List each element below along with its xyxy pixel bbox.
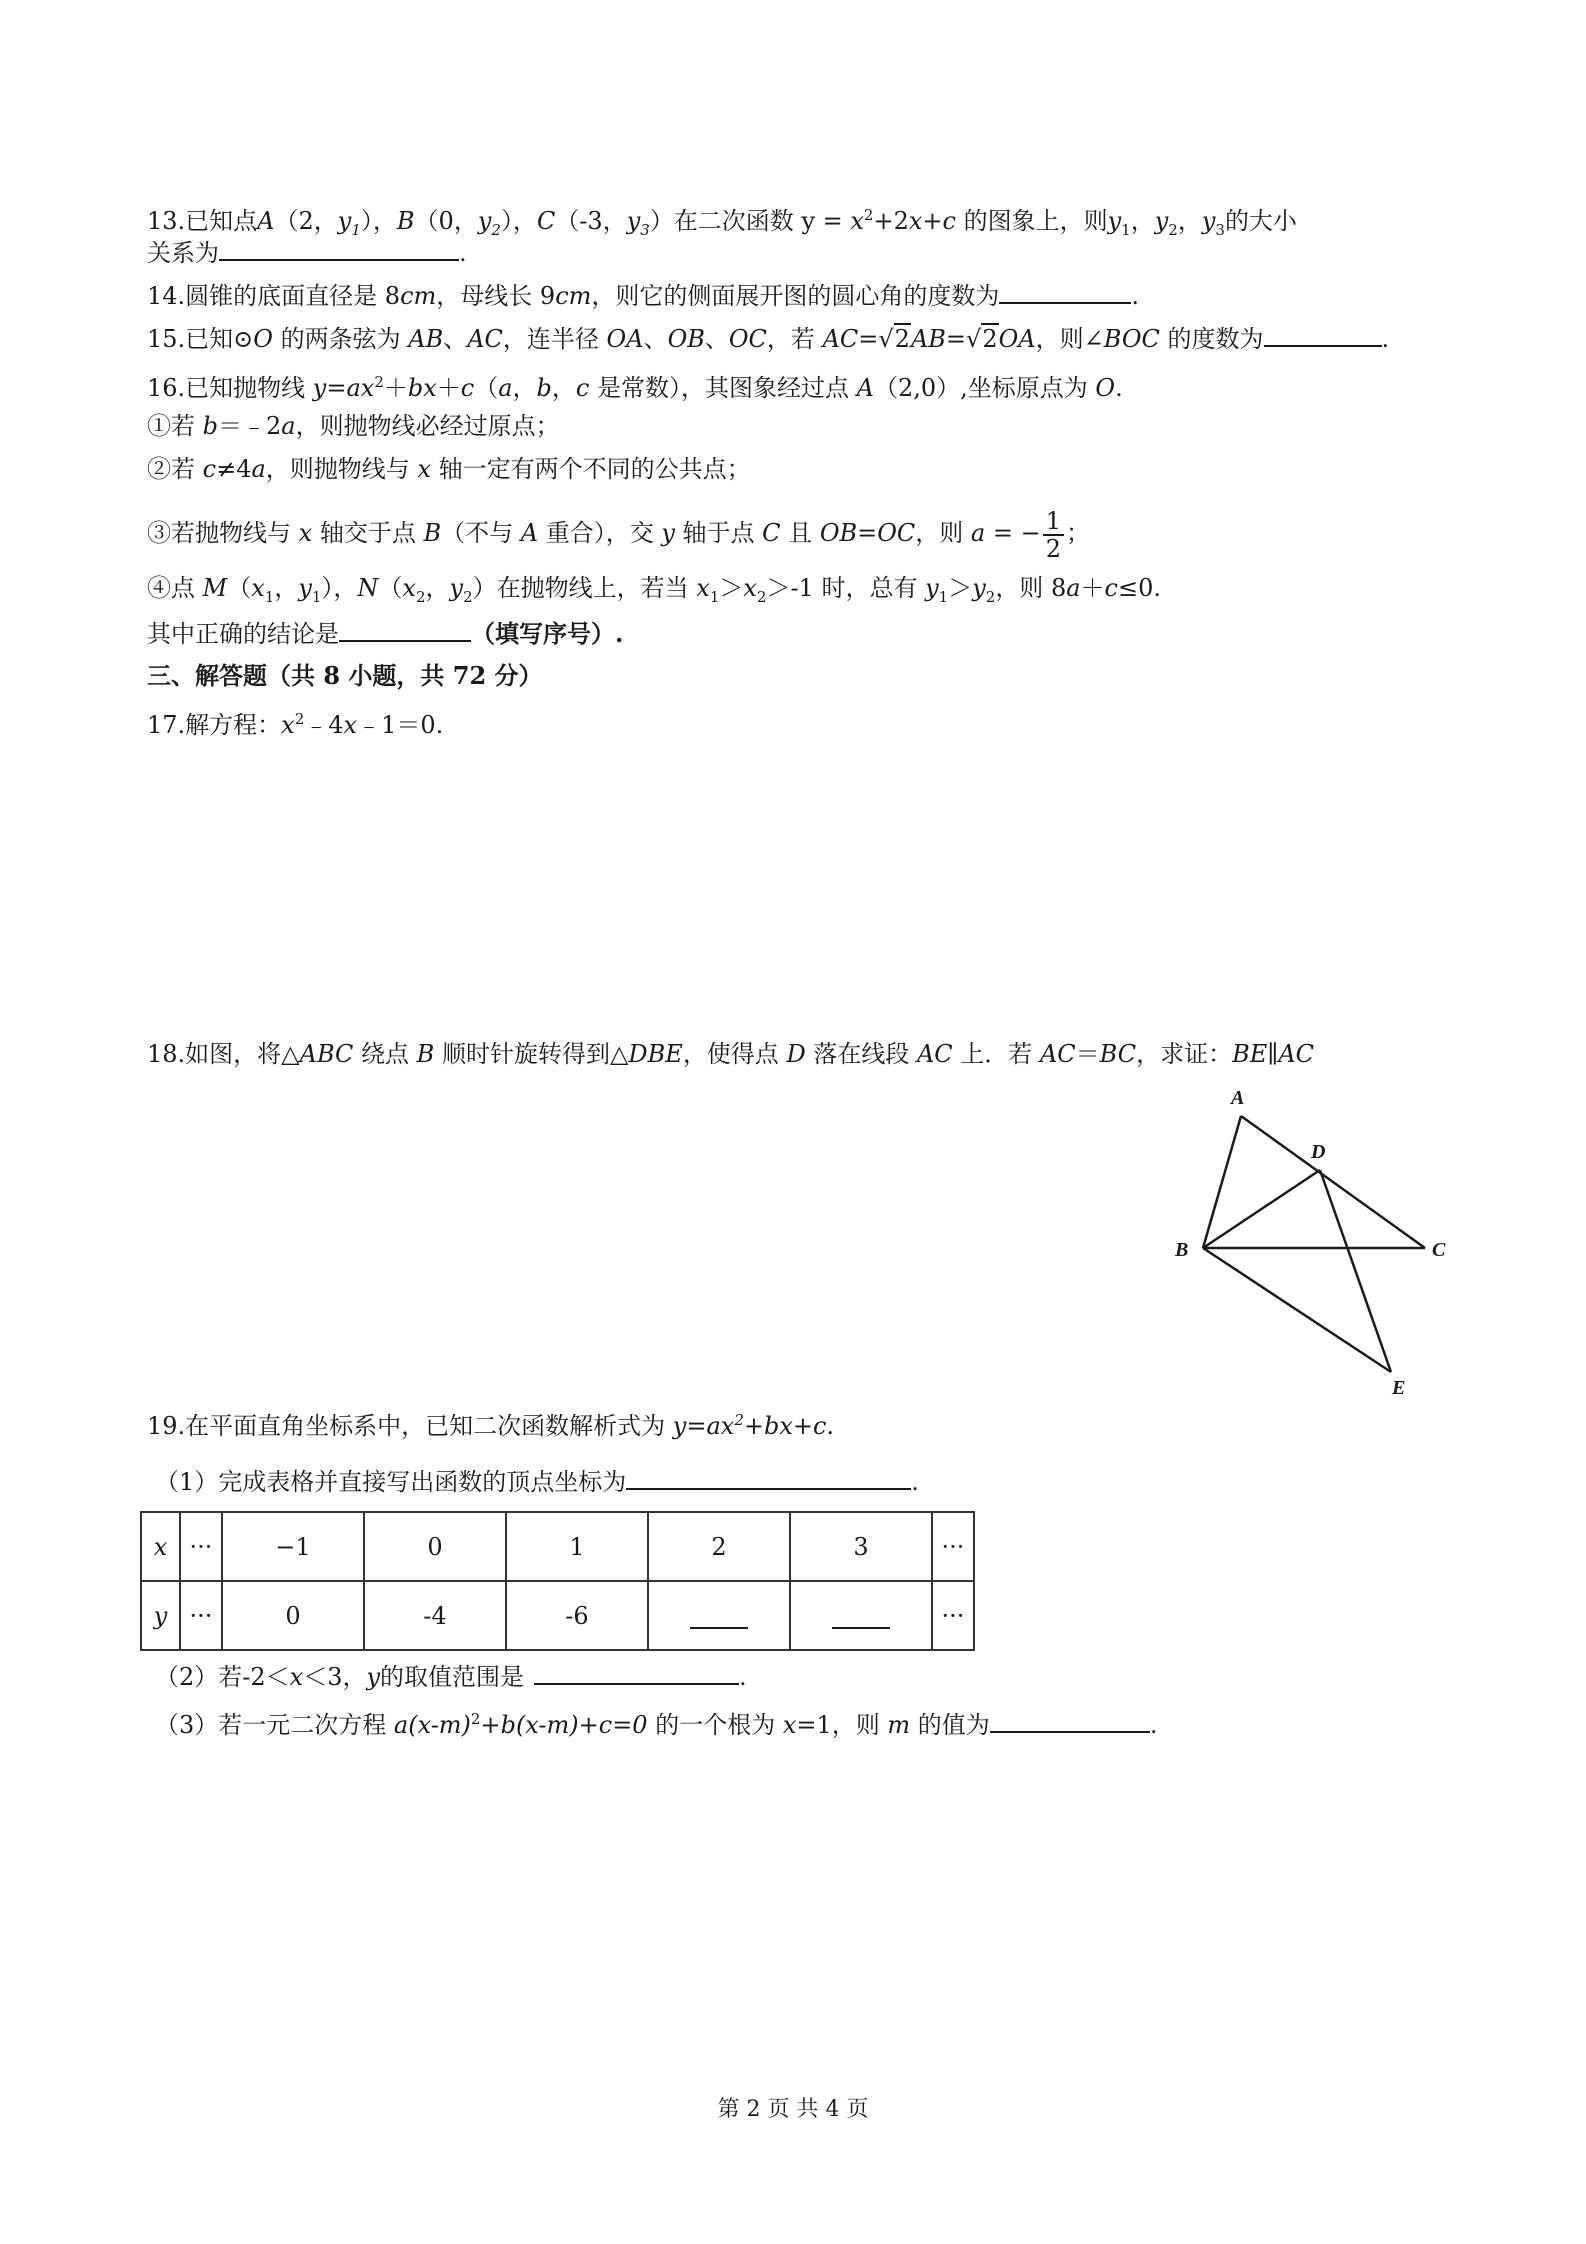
triangle-figure [1160, 1080, 1460, 1400]
text: 18.如图，将△ [147, 1040, 300, 1068]
text: 2 [863, 206, 874, 224]
text: y [449, 574, 464, 602]
text: ≠4 [216, 455, 252, 483]
text: D [786, 1040, 806, 1068]
text: y [298, 574, 312, 602]
table-cell: ··· [180, 1512, 222, 1581]
table-cell: ··· [932, 1512, 974, 1581]
text: y [972, 574, 986, 602]
text: x [289, 1663, 304, 1691]
label-b: B [1175, 1239, 1189, 1261]
text: +bx+c [743, 1412, 827, 1440]
text: b [536, 374, 552, 402]
text: 落在线段 [805, 1040, 917, 1068]
text: 3 [1215, 220, 1225, 239]
text: . [1149, 1711, 1158, 1739]
text: B [416, 1040, 435, 1068]
q19-part2 [155, 1660, 747, 1694]
text: ④点 [147, 574, 203, 602]
text: 1 [1121, 220, 1131, 239]
text: 的一个根为 [647, 1711, 783, 1739]
text: ，则它的侧面展开图的圆心角的度数为 [591, 282, 1000, 310]
text: 的值为 [910, 1711, 990, 1739]
text: a [498, 374, 513, 402]
text: ＞ [948, 574, 973, 602]
text: 、 [704, 325, 729, 353]
text: c [202, 455, 217, 483]
text: ； [1066, 519, 1090, 547]
q16-option-2 [147, 452, 751, 486]
text: OC [728, 325, 767, 353]
q14-line [147, 279, 1139, 313]
text: BC [1099, 1040, 1137, 1068]
text: ）， [321, 574, 358, 602]
q16-option-4 [147, 571, 1161, 614]
text: ）在抛物线上，若当 [472, 574, 697, 602]
text: 顺时针旋转得到△ [434, 1040, 629, 1068]
text: ，则抛物线与 [265, 455, 418, 483]
text: 1 [264, 587, 275, 606]
text: ，母线长 9 [436, 282, 556, 310]
text: 2 [756, 587, 767, 606]
table-cell: −1 [222, 1512, 364, 1581]
text: =√ [945, 325, 982, 353]
text: （不与 [441, 519, 521, 547]
text: 1 [709, 587, 720, 606]
text: ＜3， [303, 1663, 367, 1691]
text: ③若抛物线与 [147, 519, 299, 547]
text: ， [1130, 207, 1155, 235]
text: ＞-1 时，总有 [766, 574, 926, 602]
text: x [298, 519, 313, 547]
fraction [1043, 508, 1064, 562]
text: ＋ [1080, 574, 1105, 602]
text: c [942, 207, 956, 235]
table-cell: y [141, 1581, 180, 1650]
text: x [743, 574, 757, 602]
text: x [908, 207, 923, 235]
text: ， [1177, 207, 1202, 235]
text: y [312, 374, 327, 402]
text: 轴一定有两个不同的公共点； [430, 455, 751, 483]
label-c: C [1432, 1239, 1446, 1261]
text: ①若 [147, 412, 203, 440]
text: 上．若 [952, 1040, 1040, 1068]
text: +2 [873, 207, 909, 235]
text: y [925, 574, 939, 602]
table-cell: ··· [932, 1581, 974, 1650]
text: 13.已知点 [147, 207, 258, 235]
text: 2 [985, 587, 996, 606]
text: ，求证： [1136, 1040, 1233, 1068]
table-cell [648, 1581, 790, 1650]
text: x [850, 207, 864, 235]
text: . [911, 1468, 919, 1496]
text: y [366, 1663, 381, 1691]
text: x [343, 711, 358, 739]
text: （1）完成表格并直接写出函数的顶点坐标为 [155, 1468, 627, 1496]
text: 轴交于点 [312, 519, 424, 547]
text: a [281, 412, 296, 440]
text: ﹣4 [304, 711, 344, 739]
text: AB [408, 325, 444, 353]
text: （ [227, 574, 252, 602]
text: 14.圆锥的底面直径是 8 [147, 282, 401, 310]
text: （ [474, 374, 499, 402]
text: N [357, 574, 379, 602]
text: ，则 8 [995, 574, 1067, 602]
text: C [536, 207, 556, 235]
text: ，连半径 [502, 325, 607, 353]
text: 2 [734, 1411, 744, 1429]
text: 关系为 [147, 239, 219, 267]
text: 2 [1168, 220, 1178, 239]
text: . [826, 1412, 835, 1440]
table-cell: 0 [222, 1581, 364, 1650]
label-e: E [1392, 1377, 1406, 1399]
text: 是常数），其图象经过点 [589, 374, 857, 402]
table-row-x [141, 1512, 974, 1581]
text: AC [467, 325, 503, 353]
text: （填写序号）. [471, 619, 624, 648]
answer-blank [999, 280, 1131, 304]
table-cell: 2 [648, 1512, 790, 1581]
table-cell: x [141, 1512, 180, 1581]
segment-de [1320, 1170, 1391, 1372]
text: . [739, 1663, 747, 1691]
text: 重合），交 [538, 519, 662, 547]
text: 且 [780, 519, 820, 547]
text: ＋ [383, 374, 408, 402]
text: AB [910, 325, 946, 353]
q16-option-1 [147, 409, 560, 443]
text: 1 [938, 587, 949, 606]
segment-ab [1203, 1116, 1241, 1248]
text: y [1107, 207, 1122, 235]
text: = [326, 374, 347, 402]
text: （-3， [555, 207, 627, 235]
text: 的度数为 [1159, 325, 1264, 353]
text: y [626, 207, 641, 235]
text: +b(x-m)+c=0 [480, 1711, 648, 1739]
text: OC [877, 519, 916, 547]
q16-option-3 [147, 503, 1090, 563]
answer-blank [990, 1709, 1150, 1733]
text: （2,0）,坐标原点为 [873, 374, 1096, 402]
text: . [1381, 325, 1390, 353]
answer-blank [219, 237, 459, 261]
label-d: D [1311, 1141, 1326, 1163]
text: 1 [1043, 508, 1064, 536]
answer-blank [534, 1661, 739, 1685]
text: M [202, 574, 228, 602]
text: （2， [274, 207, 338, 235]
page-footer: 第 2 页 共 4 页 [717, 2097, 869, 2122]
text: ）在二次函数 y = [649, 207, 851, 235]
text: ＝ [1075, 1040, 1100, 1068]
q16-stem [147, 365, 1123, 405]
table-cell [790, 1581, 932, 1650]
text: 2 [415, 587, 426, 606]
text: 1 [351, 220, 361, 239]
text: y [1201, 207, 1216, 235]
text: y [477, 207, 492, 235]
text: AC [822, 325, 859, 353]
text: 绕点 [353, 1040, 417, 1068]
text: 17.解方程： [147, 711, 282, 739]
text: BOC [1103, 325, 1160, 353]
text: ，则 [915, 519, 971, 547]
text: DBE [628, 1040, 683, 1068]
label-a: A [1231, 1087, 1245, 1109]
text: c [575, 374, 590, 402]
text: ＞ [719, 574, 744, 602]
text: c [1104, 574, 1118, 602]
answer-blank [626, 1466, 911, 1490]
text: c [460, 374, 475, 402]
text: x [782, 1711, 797, 1739]
text: OA [606, 325, 644, 353]
text: . [1115, 374, 1123, 402]
text: ∥ [1267, 1040, 1279, 1068]
text: 的图象上，则 [955, 207, 1108, 235]
text: 2 [294, 710, 305, 728]
text: x [696, 574, 710, 602]
text: ＋ [436, 374, 461, 402]
text: ， [512, 374, 537, 402]
table-cell: 3 [790, 1512, 932, 1581]
text: x [251, 574, 265, 602]
text: 2 [374, 373, 384, 391]
answer-blank [339, 618, 471, 642]
q18-line [147, 1037, 1314, 1071]
table-cell: ··· [180, 1581, 222, 1650]
text: =1，则 [796, 1711, 888, 1739]
text: O [253, 325, 273, 353]
segment-be [1203, 1248, 1391, 1372]
table-cell: 1 [506, 1512, 648, 1581]
text: 轴于点 [674, 519, 763, 547]
text: 19.在平面直角坐标系中，已知二次函数解析式为 [147, 1412, 673, 1440]
text: 1 [311, 587, 322, 606]
text: （0， [414, 207, 478, 235]
text: ， [551, 374, 576, 402]
answer-blank [1264, 323, 1382, 347]
text: a [1066, 574, 1081, 602]
text: 2 [463, 587, 473, 606]
segment-ac [1241, 1116, 1425, 1248]
text: ， [274, 574, 299, 602]
text: OB [819, 519, 858, 547]
text: a(x-m) [393, 1711, 471, 1739]
text: 16.已知抛物线 [147, 374, 313, 402]
text: ，使得点 [682, 1040, 787, 1068]
text: y [1154, 207, 1169, 235]
text: cm [400, 282, 437, 310]
text: 2 [1045, 534, 1061, 563]
q19-part3 [155, 1702, 1157, 1742]
text: + [922, 207, 943, 235]
value-table [140, 1511, 975, 1651]
text: 的两条弦为 [272, 325, 409, 353]
text: 、 [443, 325, 468, 353]
text: m [887, 1711, 911, 1739]
q19-part1 [155, 1465, 919, 1499]
text: y [337, 207, 352, 235]
q19-stem [147, 1403, 834, 1443]
text: x [417, 455, 431, 483]
text: （2）若-2＜ [155, 1663, 290, 1691]
text: a [251, 455, 266, 483]
q13-line2 [147, 236, 467, 270]
text: BE [1232, 1040, 1268, 1068]
q16-conclusion [147, 617, 623, 651]
text: OA [998, 325, 1036, 353]
text: （3）若一元二次方程 [155, 1711, 394, 1739]
text: bx [407, 374, 437, 402]
text: 2 [982, 325, 998, 353]
text: 的大小 [1224, 207, 1297, 235]
text: 的取值范围是 [380, 1663, 525, 1691]
text: ②若 [147, 455, 203, 483]
q15-line [147, 322, 1389, 356]
text: A [856, 374, 874, 402]
table-row-y [141, 1581, 974, 1650]
text: ， [425, 574, 450, 602]
text: AC [1278, 1040, 1315, 1068]
text: B [396, 207, 415, 235]
text: 、 [643, 325, 668, 353]
text: （ [378, 574, 403, 602]
text: ）， [360, 207, 397, 235]
text: 15.已知⊙ [147, 325, 254, 353]
answer-blank [690, 1597, 748, 1629]
text: a [970, 519, 986, 547]
text: . [1131, 282, 1140, 310]
text: ﹣1＝0. [357, 711, 444, 739]
table-cell: -4 [364, 1581, 506, 1650]
text: O [1095, 374, 1116, 402]
text: 3 [640, 220, 650, 239]
text: B [423, 519, 442, 547]
text: ax [346, 374, 375, 402]
text: ，若 [766, 325, 823, 353]
text: ＝﹣2 [218, 412, 282, 440]
text: y=ax [672, 1412, 735, 1440]
text: y [661, 519, 675, 547]
text: AC [1039, 1040, 1076, 1068]
text: . [459, 239, 467, 267]
text: x [402, 574, 416, 602]
text: 2 [894, 325, 910, 353]
text: cm [555, 282, 592, 310]
text: ，则∠ [1035, 325, 1104, 353]
answer-blank [832, 1597, 890, 1629]
text: A [257, 207, 275, 235]
text: OB [667, 325, 705, 353]
text: C [762, 519, 781, 547]
segment-bd [1203, 1170, 1320, 1248]
text: = [857, 519, 878, 547]
text: ，则抛物线必经过原点； [295, 412, 560, 440]
text: ABC [299, 1040, 354, 1068]
text: AC [916, 1040, 953, 1068]
table-cell: 0 [364, 1512, 506, 1581]
text: x [281, 711, 295, 739]
text: ）， [500, 207, 537, 235]
text: = − [985, 519, 1041, 547]
text: 2 [470, 1710, 481, 1728]
text: 其中正确的结论是 [147, 620, 339, 648]
section-heading: 三、解答题（共 8 小题，共 72 分） [147, 661, 543, 690]
table-cell: -6 [506, 1581, 648, 1650]
text: ≤0. [1117, 574, 1161, 602]
q17-line [147, 702, 443, 742]
text: A [520, 519, 539, 547]
text: 2 [491, 220, 501, 239]
text: =√ [858, 325, 894, 353]
text: b [202, 412, 219, 440]
